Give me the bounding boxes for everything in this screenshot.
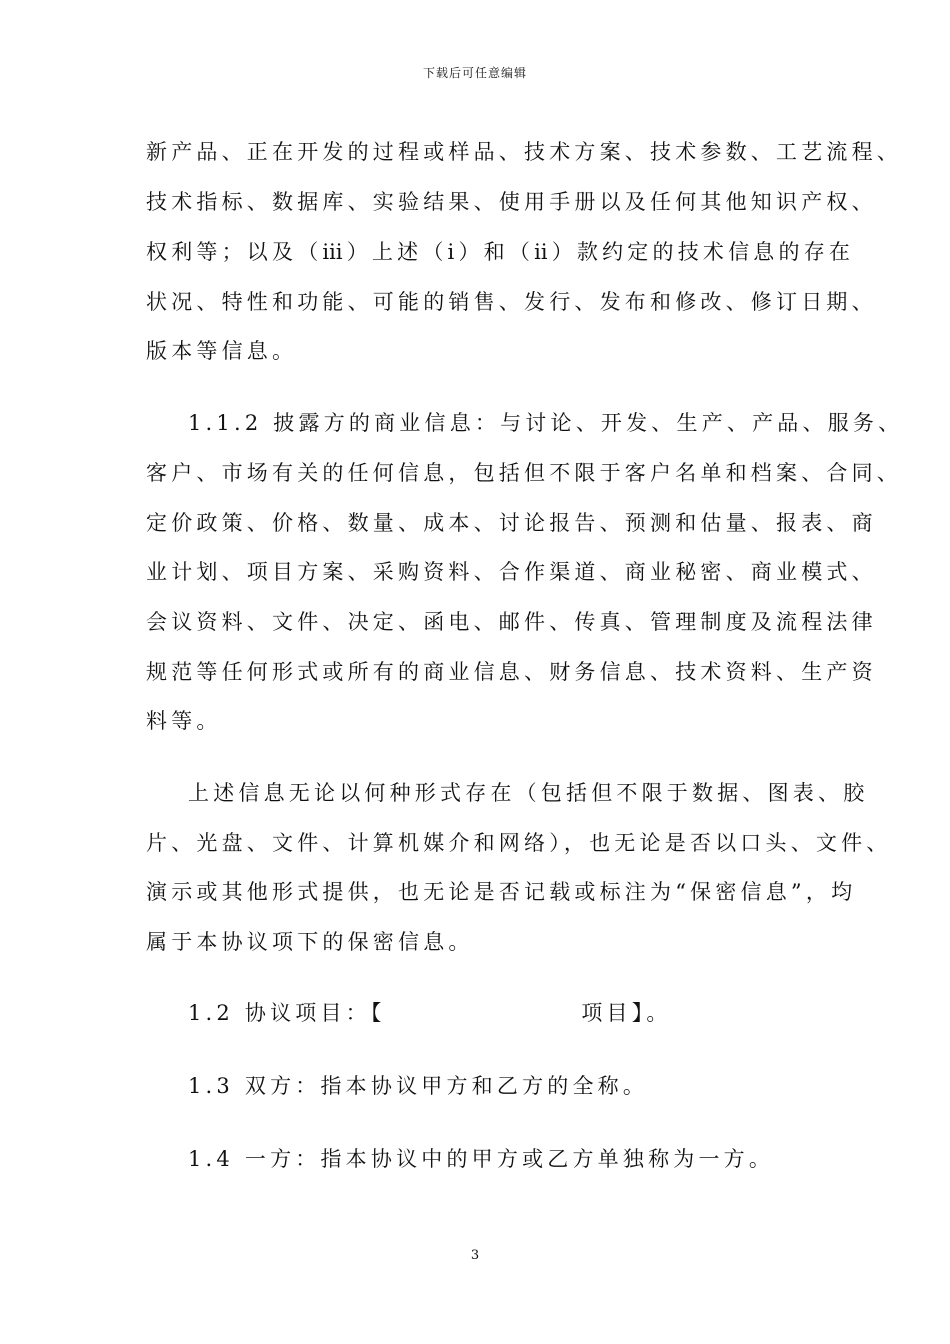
body-line: 会议资料、文件、决定、函电、邮件、传真、管理制度及流程法律 <box>146 610 877 634</box>
body-line: 版本等信息。 <box>146 339 298 363</box>
section-1-3-line: 1.3 双方：指本协议甲方和乙方的全称。 <box>188 1074 649 1098</box>
body-line: 属于本协议项下的保密信息。 <box>146 930 474 954</box>
body-line: 片、光盘、文件、计算机媒介和网络），也无论是否以口头、文件、 <box>146 831 892 855</box>
section-1-2-line: 1.2 协议项目：【 项目】。 <box>188 1001 672 1025</box>
paragraph-line: 上述信息无论以何种形式存在（包括但不限于数据、图表、胶 <box>188 781 869 805</box>
body-line: 权利等；以及（ⅲ）上述（ⅰ）和（ⅱ）款约定的技术信息的存在 <box>146 240 855 264</box>
body-line: 业计划、项目方案、采购资料、合作渠道、商业秘密、商业模式、 <box>146 560 877 584</box>
body-line: 演示或其他形式提供，也无论是否记载或标注为“保密信息”，均 <box>146 880 857 904</box>
body-line: 定价政策、价格、数量、成本、讨论报告、预测和估量、报表、商 <box>146 511 877 535</box>
body-line: 规范等任何形式或所有的商业信息、财务信息、技术资料、生产资 <box>146 660 877 684</box>
section-1-1-2-line: 1.1.2 披露方的商业信息：与讨论、开发、生产、产品、服务、 <box>188 411 904 435</box>
page-header: 下载后可任意编辑 <box>422 66 527 80</box>
body-line: 状况、特性和功能、可能的销售、发行、发布和修改、修订日期、 <box>146 290 877 314</box>
page-number: 3 <box>470 1248 480 1263</box>
section-1-4-line: 1.4 一方：指本协议中的甲方或乙方单独称为一方。 <box>188 1147 775 1171</box>
body-line: 客户、市场有关的任何信息，包括但不限于客户名单和档案、合同、 <box>146 461 902 485</box>
body-line: 新产品、正在开发的过程或样品、技术方案、技术参数、工艺流程、 <box>146 140 902 164</box>
body-line: 技术指标、数据库、实验结果、使用手册以及任何其他知识产权、 <box>146 190 877 214</box>
body-line: 料等。 <box>146 709 222 733</box>
